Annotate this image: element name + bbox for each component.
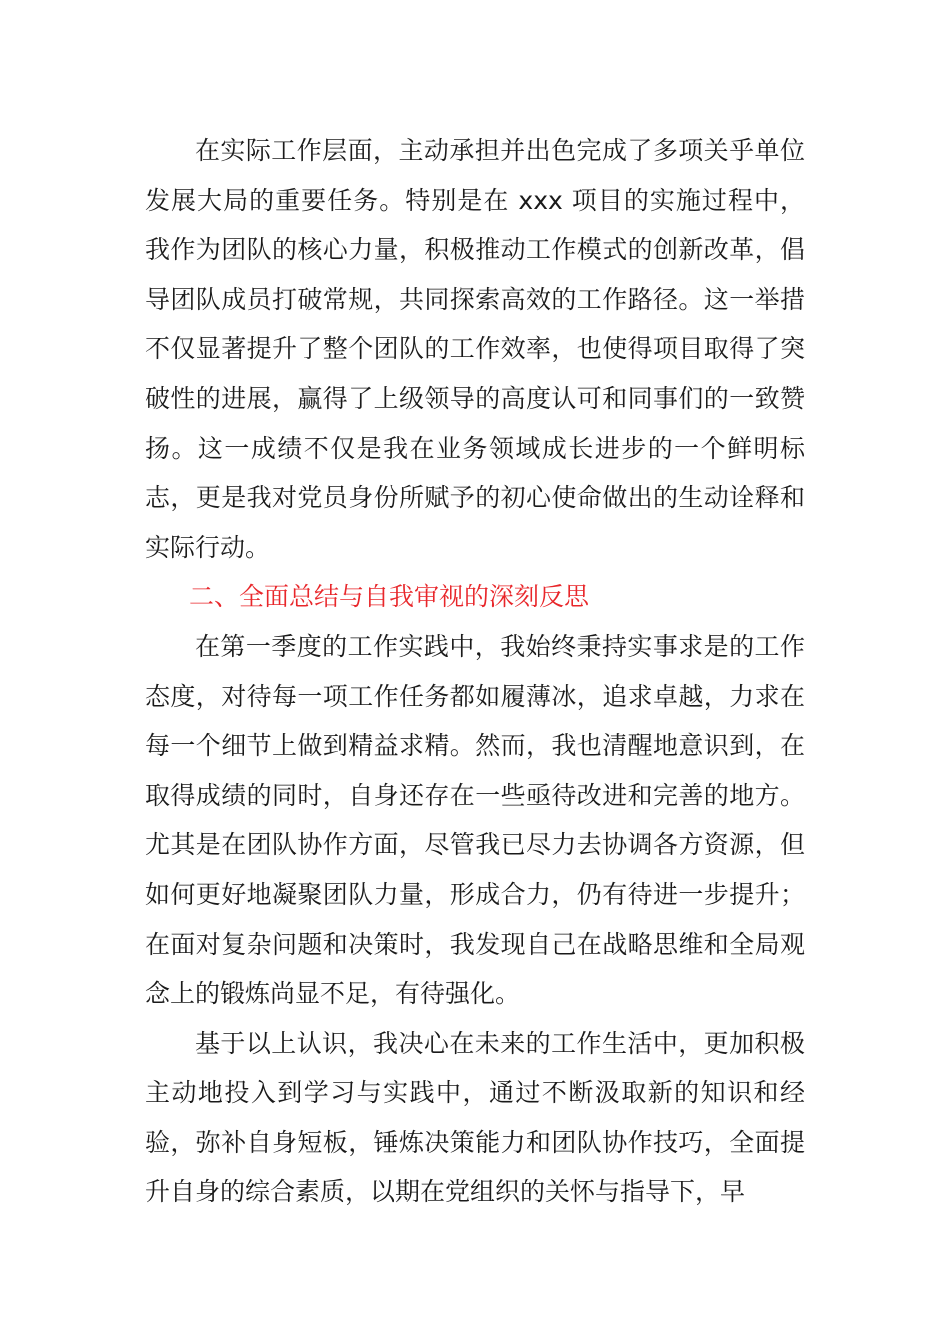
paragraph-future-resolution: 基于以上认识，我决心在未来的工作生活中，更加积极主动地投入到学习与实践中，通过不断汲取新的知识和经验，弥补自身短板，锤炼决策能力和团队协作技巧，全面提升自身的综合素质，以期在党组织的关怀与指导下，早: [145, 1028, 805, 1207]
document-body: [145, 126, 805, 1217]
section-heading: 二、全面总结与自我审视的深刻反思: [189, 582, 590, 612]
paragraph-work-achievements: 在实际工作层面，主动承担并出色完成了多项关乎单位发展大局的重要任务。特别是在 xxx 项目的实施过程中，我作为团队的核心力量，积极推动工作模式的创新改革，倡导团队成员打破常规，共同探索高效的工作路径。这一举措不仅显著提升了整个团队的工作效率，也使得项目取得了突破性的进展，赢得了上级领导的高度认可和同事们的一致赞扬。这一成绩不仅是我在业务领域成长进步的一个鲜明标志，更是我对党员身份所赋予的初心使命做出的生动诠释和实际行动。: [145, 136, 805, 562]
paragraph-self-reflection: 在第一季度的工作实践中，我始终秉持实事求是的工作态度，对待每一项工作任务都如履薄冰，追求卓越，力求在每一个细节上做到精益求精。然而，我也清醒地意识到，在取得成绩的同时，自身还存在一些亟待改进和完善的地方。尤其是在团队协作方面，尽管我已尽力去协调各方资源，但如何更好地凝聚团队力量，形成合力，仍有待进一步提升；在面对复杂问题和决策时，我发现自己在战略思维和全局观念上的锻炼尚显不足，有待强化。: [145, 631, 805, 1009]
